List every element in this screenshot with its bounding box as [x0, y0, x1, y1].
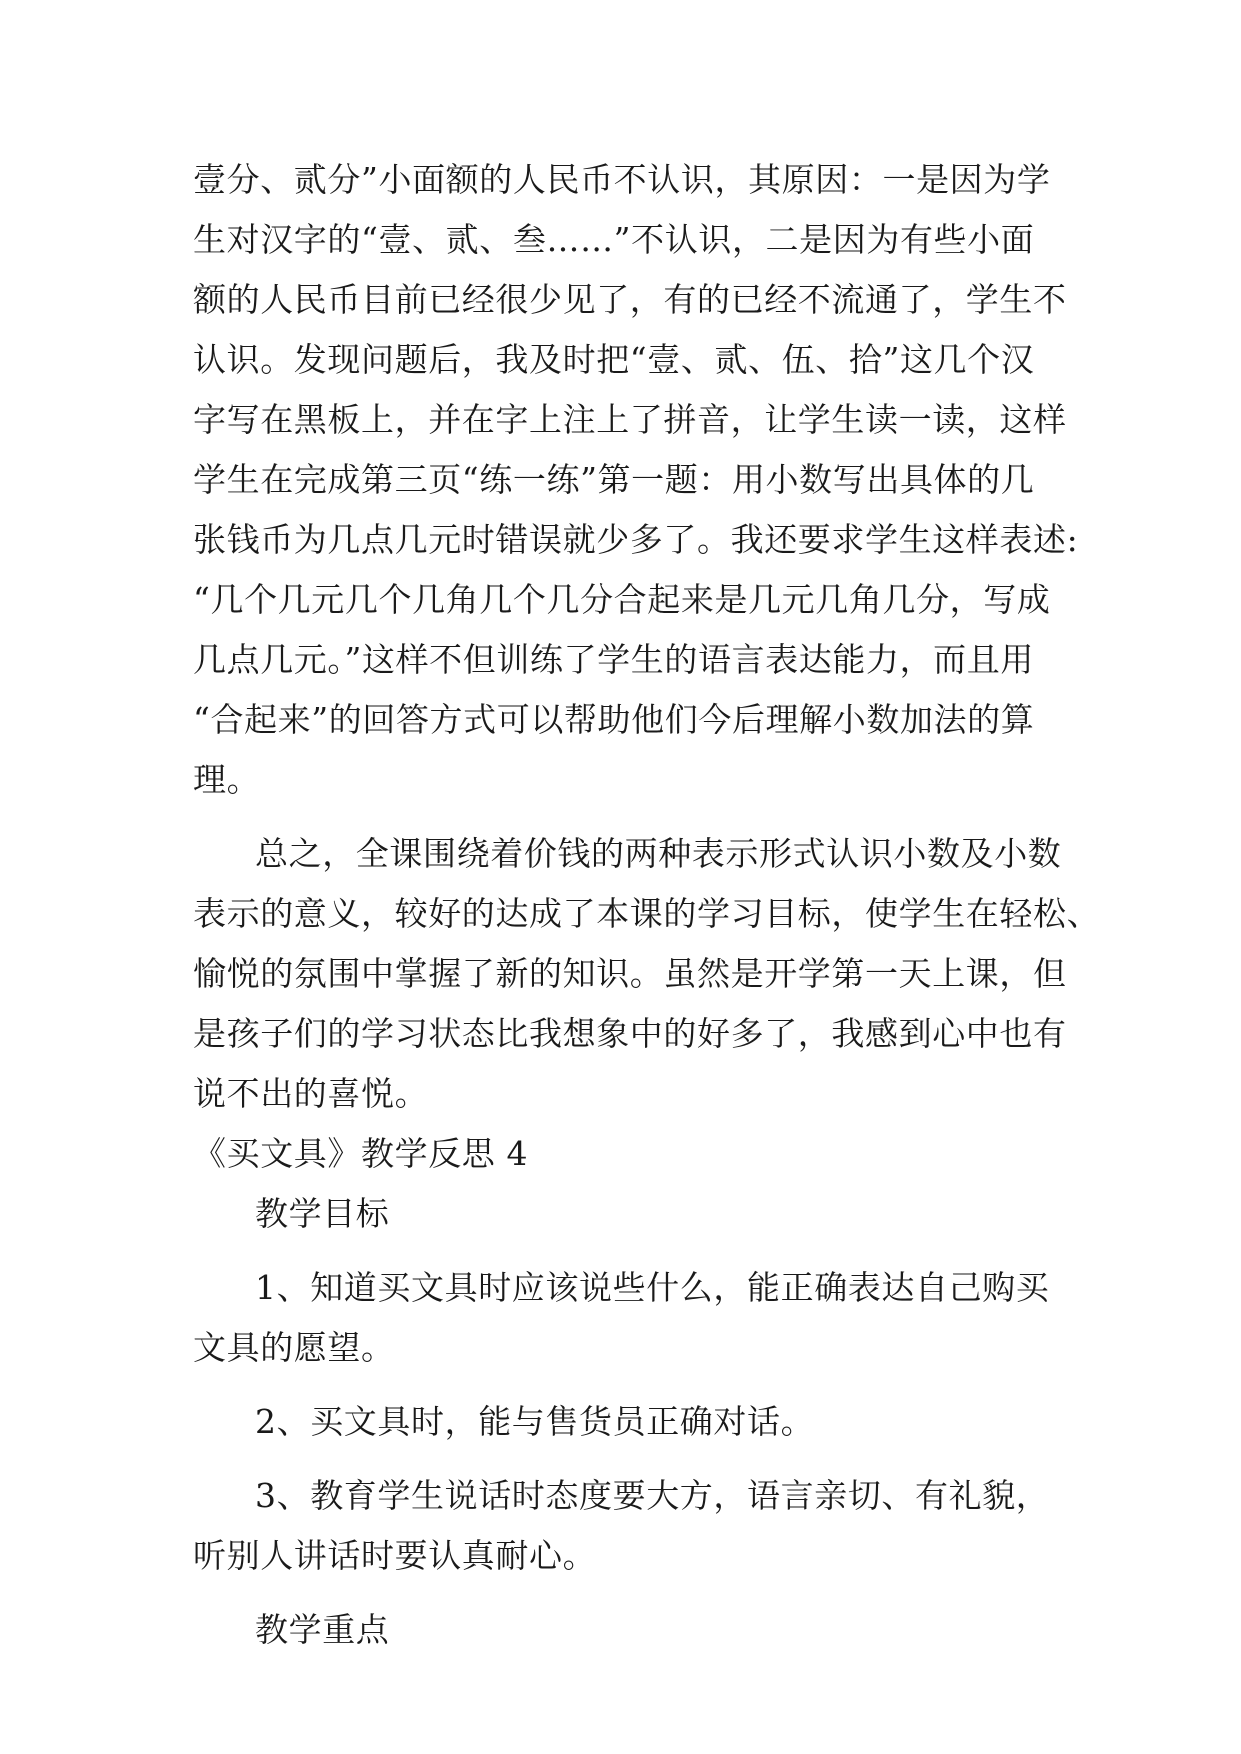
objective-item-1: [193, 1258, 1055, 1378]
paragraph-summary: [193, 824, 1101, 1124]
text-line: 2、买文具时，能与售货员正确对话。: [255, 1402, 815, 1441]
text-line: 理。: [193, 760, 261, 799]
objective-item-2: [193, 1392, 1055, 1452]
text-line: 额的人民币目前已经很少见了，有的已经不流通了，学生不: [193, 280, 1067, 319]
document-page: [193, 150, 1101, 1660]
text-line: 几点几元。”这样不但训练了学生的语言表达能力，而且用: [193, 640, 1034, 679]
objectives-heading: 教学目标: [255, 1194, 390, 1233]
text-line: 壹分、贰分”小面额的人民币不认识，其原因：一是因为学: [193, 160, 1051, 199]
paragraph-currency-reflection: [193, 150, 1079, 810]
text-line: 3、教育学生说话时态度要大方，语言亲切、有礼貌，: [255, 1476, 1050, 1515]
text-line: 听别人讲话时要认真耐心。: [193, 1536, 597, 1575]
section-title: 《买文具》教学反思 4: [193, 1134, 529, 1173]
text-line: 学生在完成第三页“练一练”第一题：用小数写出具体的几: [193, 460, 1035, 499]
objective-item-3: [193, 1466, 1055, 1586]
text-line: 字写在黑板上，并在字上注上了拼音，让学生读一读，这样: [193, 400, 1067, 439]
text-line: 总之，全课围绕着价钱的两种表示形式认识小数及小数: [255, 834, 1062, 873]
text-line: 张钱币为几点几元时错误就少多了。我还要求学生这样表述:: [193, 520, 1079, 559]
text-line: 愉悦的氛围中掌握了新的知识。虽然是开学第一天上课，但: [193, 954, 1067, 993]
text-line: 文具的愿望。: [193, 1328, 395, 1367]
text-line: 认识。发现问题后，我及时把“壹、贰、伍、拾”这几个汉: [193, 340, 1035, 379]
text-line: 生对汉字的“壹、贰、叁……”不认识，二是因为有些小面: [193, 220, 1035, 259]
key-points-heading: 教学重点: [255, 1610, 390, 1649]
text-line: 说不出的喜悦。: [193, 1074, 429, 1113]
text-line: “合起来”的回答方式可以帮助他们今后理解小数加法的算: [193, 700, 1035, 739]
text-line: 是孩子们的学习状态比我想象中的好多了，我感到心中也有: [193, 1014, 1067, 1053]
text-line: 表示的意义，较好的达成了本课的学习目标，使学生在轻松、: [193, 894, 1101, 933]
text-line: 1、知道买文具时应该说些什么，能正确表达自己购买: [255, 1268, 1050, 1307]
text-line: “几个几元几个几角几个几分合起来是几元几角几分，写成: [193, 580, 1051, 619]
